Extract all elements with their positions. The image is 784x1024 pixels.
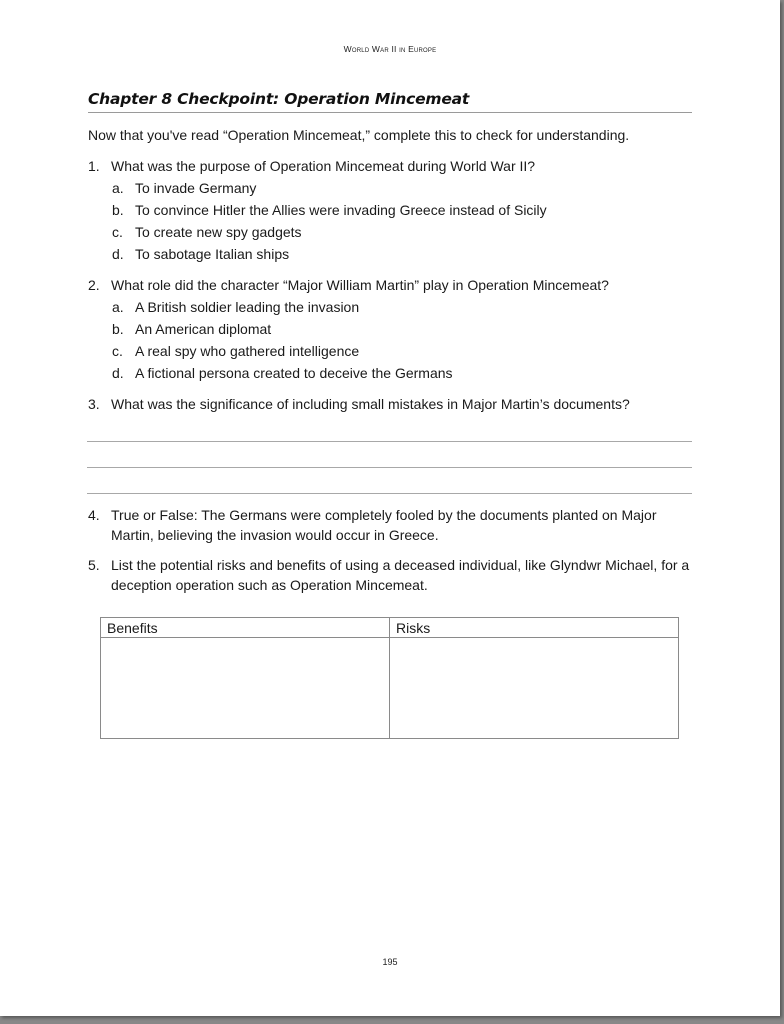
intro-text: Now that you've read “Operation Mincemeat,” complete this to check for understanding. [88, 127, 630, 143]
option-letter: b. [112, 321, 124, 337]
option-letter: c. [112, 343, 123, 359]
question-number: 4. [88, 507, 100, 523]
benefits-risks-table [100, 617, 679, 739]
chapter-title: Chapter 8 Checkpoint: Operation Mincemeat [88, 90, 692, 113]
option-letter: a. [112, 180, 124, 196]
question-2-option-b [112, 320, 271, 339]
question-1-option-d [112, 245, 289, 264]
question-2-option-c [112, 342, 359, 361]
question-1 [88, 157, 692, 177]
option-text: A real spy who gathered intelligence [135, 343, 360, 359]
option-text: A fictional persona created to deceive the Germans [135, 365, 453, 381]
option-text: A British soldier leading the invasion [135, 299, 360, 315]
option-text: To invade Germany [135, 180, 257, 196]
question-text: What was the significance of including small mistakes in Major Martin’s documents? [111, 396, 630, 412]
question-number: 5. [88, 557, 100, 573]
option-text: An American diplomat [135, 321, 272, 337]
question-1-option-a [112, 179, 256, 198]
question-text: What role did the character “Major William Martin” play in Operation Mincemeat? [111, 277, 609, 293]
option-letter: a. [112, 299, 124, 315]
option-letter: d. [112, 246, 124, 262]
option-text: To create new spy gadgets [135, 224, 302, 240]
question-number: 2. [88, 277, 100, 293]
question-2 [88, 276, 692, 296]
question-3 [88, 395, 692, 415]
option-text: To convince Hitler the Allies were invading Greece instead of Sicily [135, 202, 547, 218]
question-4 [88, 506, 692, 545]
question-2-option-d [112, 364, 453, 383]
option-letter: b. [112, 202, 124, 218]
question-1-option-b [112, 201, 547, 220]
question-text: What was the purpose of Operation Mincemeat during World War II? [111, 158, 536, 174]
option-text: To sabotage Italian ships [135, 246, 290, 262]
answer-line[interactable] [87, 467, 692, 468]
answer-line[interactable] [87, 493, 692, 494]
question-text: True or False: The Germans were completely fooled by the documents planted on Major Martin, believing the invasion would occur in Greece. [111, 507, 657, 543]
benefits-answer-cell[interactable] [101, 638, 390, 739]
option-letter: c. [112, 224, 123, 240]
page-number: 195 [382, 957, 398, 967]
question-number: 3. [88, 396, 100, 412]
table-header-benefits: Benefits [101, 618, 390, 638]
question-number: 1. [88, 158, 100, 174]
risks-answer-cell[interactable] [390, 638, 679, 739]
question-2-option-a [112, 298, 359, 317]
option-letter: d. [112, 365, 124, 381]
running-head: World War II in Europe [343, 44, 437, 54]
answer-line[interactable] [87, 441, 692, 442]
question-text: List the potential risks and benefits of using a deceased individual, like Glyndwr Michael, for a deception operation such as Operation Mincemeat. [111, 557, 690, 593]
table-header-risks: Risks [390, 618, 679, 638]
question-5 [88, 556, 692, 595]
question-1-option-c [112, 223, 302, 242]
